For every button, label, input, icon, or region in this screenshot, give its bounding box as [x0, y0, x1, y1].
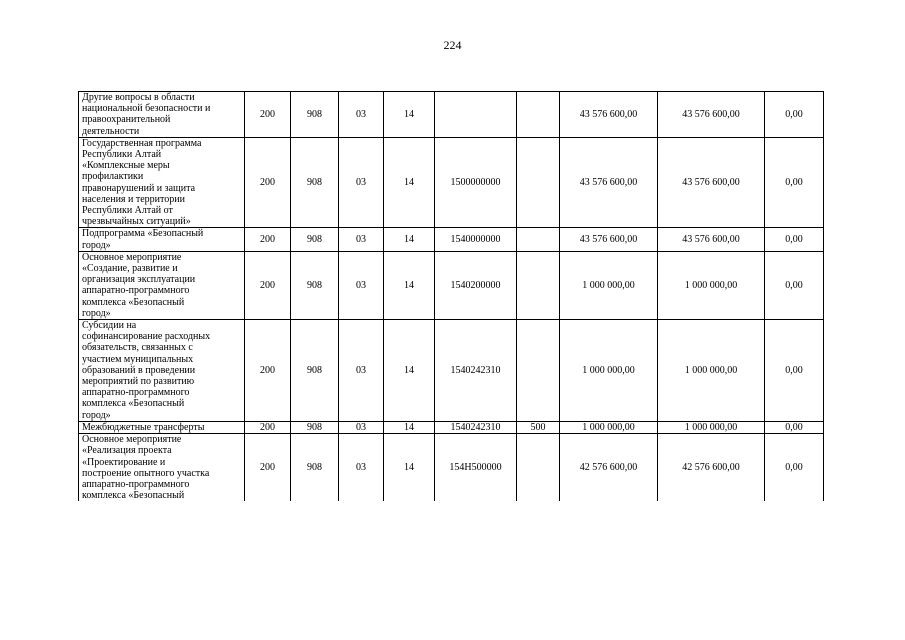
cell-target-article: 1540242310: [435, 421, 517, 433]
cell-deviation: 0,00: [765, 228, 824, 251]
cell-amount-executed: 43 576 600,00: [658, 92, 765, 138]
cell-target-article: 1500000000: [435, 137, 517, 228]
item-name-line: «Реализация проекта: [82, 445, 172, 457]
cell-amount-approved: 1 000 000,00: [560, 421, 658, 433]
item-name-line: организация эксплуатации: [82, 274, 196, 286]
item-name-line: правонарушений и защита: [82, 182, 196, 194]
cell-section: 03: [339, 421, 384, 433]
item-name-line: Республики Алтай: [82, 149, 162, 161]
cell-amount-executed: 43 576 600,00: [658, 228, 765, 251]
table-body: [79, 92, 824, 502]
item-name-line: город»: [82, 307, 111, 319]
cell-deviation: 0,00: [765, 92, 824, 138]
item-name-line: национальной безопасности и: [82, 103, 211, 115]
cell-section: 03: [339, 92, 384, 138]
table-row: [79, 137, 824, 228]
cell-amount-executed: 1 000 000,00: [658, 320, 765, 422]
table-row: [79, 320, 824, 422]
item-name-line: образований в проведении: [82, 364, 196, 376]
cell-subsection: 14: [384, 92, 435, 138]
cell-deviation: 0,00: [765, 137, 824, 228]
item-name-line: комплекса «Безопасный: [82, 398, 185, 410]
cell-amount-executed: 42 576 600,00: [658, 434, 765, 502]
table-row: [79, 421, 824, 433]
cell-amount-executed: 43 576 600,00: [658, 137, 765, 228]
cell-expense-type: [517, 228, 560, 251]
cell-ministry-code: 200: [245, 228, 291, 251]
cell-item-name: [79, 228, 245, 251]
item-name-line: профилактики: [82, 171, 144, 183]
cell-department-code: 908: [291, 92, 339, 138]
item-name-line: Подпрограмма «Безопасный: [82, 228, 204, 240]
item-name-line: софинансирование расходных: [82, 331, 211, 343]
item-name-line: аппаратно-программного: [82, 285, 190, 297]
cell-subsection: 14: [384, 137, 435, 228]
item-name-line: «Создание, развитие и: [82, 263, 178, 275]
cell-expense-type: [517, 251, 560, 319]
item-name-line: мероприятий по развитию: [82, 376, 195, 388]
cell-ministry-code: 200: [245, 251, 291, 319]
cell-deviation: 0,00: [765, 421, 824, 433]
item-name-line: участием муниципальных: [82, 353, 194, 365]
cell-section: 03: [339, 434, 384, 502]
cell-subsection: 14: [384, 228, 435, 251]
budget-table: [78, 91, 824, 501]
cell-section: 03: [339, 137, 384, 228]
cell-subsection: 14: [384, 251, 435, 319]
cell-item-name: [79, 92, 245, 138]
cell-amount-executed: 1 000 000,00: [658, 251, 765, 319]
cell-section: 03: [339, 251, 384, 319]
cell-amount-approved: 1 000 000,00: [560, 320, 658, 422]
cell-expense-type: 500: [517, 421, 560, 433]
cell-item-name: [79, 320, 245, 422]
cell-target-article: 154Н500000: [435, 434, 517, 502]
item-name-line: город»: [82, 239, 111, 251]
cell-target-article: 1540000000: [435, 228, 517, 251]
item-name-line: построение опытного участка: [82, 467, 210, 479]
item-name-line: Основное мероприятие: [82, 251, 182, 263]
cell-department-code: 908: [291, 434, 339, 502]
cell-item-name: [79, 434, 245, 502]
item-name-line: город»: [82, 409, 111, 421]
item-name-line: «Комплексные меры: [82, 160, 170, 172]
cell-amount-approved: 43 576 600,00: [560, 228, 658, 251]
table-row: [79, 434, 824, 502]
item-name-line: деятельности: [82, 125, 140, 137]
cell-ministry-code: 200: [245, 434, 291, 502]
item-name-line: аппаратно-программного: [82, 478, 190, 490]
cell-department-code: 908: [291, 228, 339, 251]
cell-target-article: 1540242310: [435, 320, 517, 422]
page-number: 224: [443, 38, 462, 52]
item-name-line: Государственная программа: [82, 137, 202, 149]
cell-amount-approved: 1 000 000,00: [560, 251, 658, 319]
cell-target-article: 1540200000: [435, 251, 517, 319]
cell-deviation: 0,00: [765, 320, 824, 422]
cell-amount-approved: 42 576 600,00: [560, 434, 658, 502]
cell-amount-executed: 1 000 000,00: [658, 421, 765, 433]
cell-amount-approved: 43 576 600,00: [560, 137, 658, 228]
cell-department-code: 908: [291, 421, 339, 433]
cell-item-name: [79, 251, 245, 319]
item-name-line: обязательств, связанных с: [82, 342, 193, 354]
cell-department-code: 908: [291, 320, 339, 422]
table-row: [79, 228, 824, 251]
cell-subsection: 14: [384, 421, 435, 433]
item-name-line: комплекса «Безопасный: [82, 296, 185, 308]
item-name-line: населения и территории: [82, 193, 185, 205]
item-name-line: аппаратно-программного: [82, 387, 190, 399]
cell-deviation: 0,00: [765, 251, 824, 319]
cell-expense-type: [517, 137, 560, 228]
item-name-line: Другие вопросы в области: [82, 92, 195, 103]
cell-item-name: [79, 421, 245, 433]
item-name-line: комплекса «Безопасный: [82, 490, 185, 502]
item-name-line: чрезвычайных ситуаций»: [82, 216, 191, 228]
cell-amount-approved: 43 576 600,00: [560, 92, 658, 138]
cell-department-code: 908: [291, 251, 339, 319]
cell-item-name: [79, 137, 245, 228]
cell-expense-type: [517, 92, 560, 138]
item-name-line: «Проектирование и: [82, 456, 166, 468]
cell-ministry-code: 200: [245, 137, 291, 228]
cell-expense-type: [517, 434, 560, 502]
cell-department-code: 908: [291, 137, 339, 228]
table-row: [79, 251, 824, 319]
table-row: [79, 92, 824, 138]
cell-expense-type: [517, 320, 560, 422]
cell-ministry-code: 200: [245, 421, 291, 433]
item-name-line: Субсидии на: [82, 320, 137, 332]
item-name-line: Основное мероприятие: [82, 434, 182, 446]
cell-ministry-code: 200: [245, 92, 291, 138]
cell-section: 03: [339, 320, 384, 422]
cell-target-article: [435, 92, 517, 138]
cell-deviation: 0,00: [765, 434, 824, 502]
cell-subsection: 14: [384, 434, 435, 502]
cell-subsection: 14: [384, 320, 435, 422]
item-name-line: правоохранительной: [82, 114, 171, 126]
item-name-line: Республики Алтай от: [82, 205, 173, 217]
cell-ministry-code: 200: [245, 320, 291, 422]
item-name-line: Межбюджетные трансферты: [82, 421, 205, 433]
cell-section: 03: [339, 228, 384, 251]
